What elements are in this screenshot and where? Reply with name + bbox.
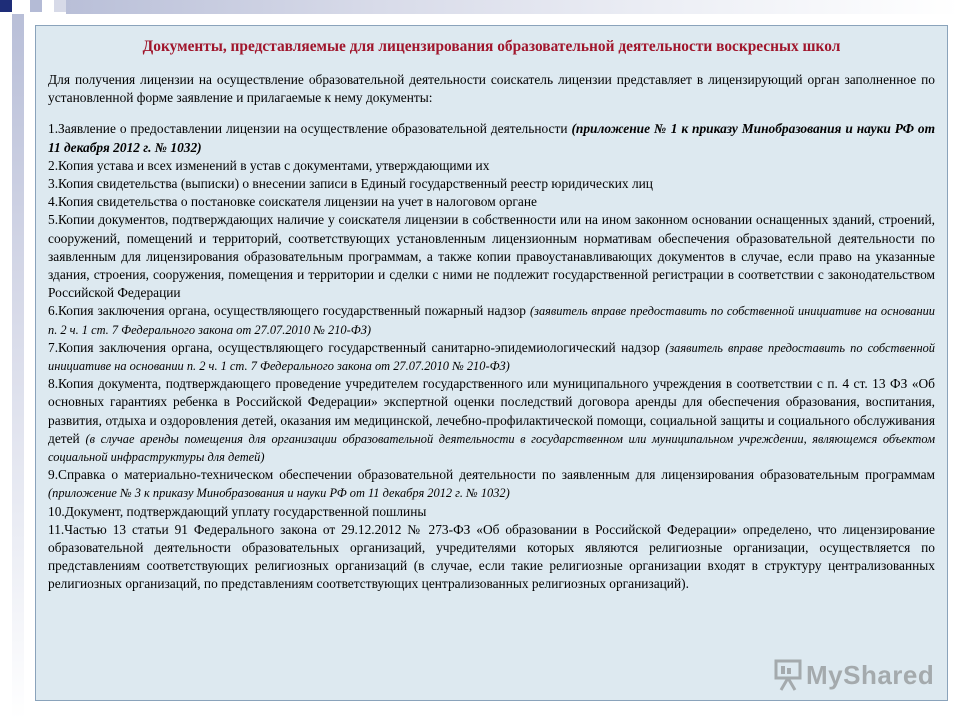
list-item-text: 10.Документ, подтверждающий уплату государственной пошлины xyxy=(48,503,427,519)
list-item-text: 11.Частью 13 статьи 91 Федерального закона от 29.12.2012 № 273-ФЗ «Об образовании в Российской Федерации» определено, что лицензирование образовательной деятельности образовательных организаций, учредителями которых являются религиозные организации, осуществляется по представлениям соответствующих религиозных организаций (в случае, если такие религиозные организации входят в структуру централизованных религиозных организаций, по представлениям соответствующих централизованных религиозных организаций). xyxy=(48,521,935,592)
list-item-note: (приложение № 3 к приказу Минобразования и науки РФ от 11 декабря 2012 г. № 1032) xyxy=(48,486,510,501)
left-gradient-band xyxy=(12,14,24,720)
presentation-board-icon xyxy=(772,658,806,692)
list-item-text: 7.Копия заключения органа, осуществляющего государственный санитарно-эпидемиологический надзор xyxy=(48,339,666,355)
list-item xyxy=(48,466,935,502)
intro-paragraph: Для получения лицензии на осуществление образовательной деятельности соискатель лицензии представляет в лицензирующий орган заполненное по установленной форме заявление и прилагаемые к нему документы: xyxy=(48,72,935,106)
list-item xyxy=(48,339,935,375)
corner-square-pale xyxy=(54,0,66,12)
slide-content-panel xyxy=(35,25,948,701)
list-item-text: 4.Копия свидетельства о постановке соискателя лицензии на учет в налоговом органе xyxy=(48,194,537,210)
slide-title: Документы, представляемые для лицензирования образовательной деятельности воскресных школ xyxy=(142,38,841,55)
list-item xyxy=(48,302,935,338)
list-item-text: 2.Копия устава и всех изменений в устав с документами, утверждающими их xyxy=(48,157,490,173)
list-item-text: 1.Заявление о предоставлении лицензии на осуществление образовательной деятельности xyxy=(48,121,572,137)
corner-square-light xyxy=(30,0,42,12)
list-item-note: (заявитель вправе предоставить по собственной инициативе на основании п. 2 ч. 1 ст. 7 Федерального закона от 27.07.2010 № 210-ФЗ) xyxy=(48,304,935,337)
list-item xyxy=(48,211,935,302)
watermark-text: MyShared xyxy=(806,659,935,690)
list-item-text: 6.Копия заключения органа, осуществляющего государственный пожарный надзор xyxy=(48,303,530,319)
list-item-text: 3.Копия свидетельства (выписки) о внесении записи в Единый государственный реестр юридических лиц xyxy=(48,176,653,192)
list-item xyxy=(48,503,935,521)
corner-square-dark xyxy=(0,0,12,12)
list-item xyxy=(48,193,935,211)
list-item xyxy=(48,375,935,466)
list-item-text: 5.Копии документов, подтверждающих наличие у соискателя лицензии в собственности или на ином законном основании оснащенных зданий, строений, сооружений, помещений и территорий, соответствующих установленным лицензионным нормативам обеспечения образовательной деятельности по заявленным для лицензирования образовательным программам, а также копии правоустанавливающих документов в случае, если право на указанные здания, строения, сооружения, помещения и территории и сделки с ними не подлежит государственной регистрации в соответствии с законодательством Российской Федерации xyxy=(48,212,935,301)
list-item xyxy=(48,175,935,193)
list-item xyxy=(48,521,935,594)
list-item-text: 8.Копия документа, подтверждающего проведение учредителем государственного или муниципального учреждения в соответствии с п. 4 ст. 13 ФЗ «Об основных гарантиях ребенка в Российской Федерации» экспертной оценки последствий договора аренды для обеспечения образования, воспитания, развития, отдыха и оздоровления детей, оказания им медицинской, лечебно-профилактической помощи, социальной защиты и социального обслуживания детей xyxy=(48,376,935,446)
list-item-note: (заявитель вправе предоставить по собственной инициативе на основании п. 2 ч. 1 ст. 7 Федерального закона от 27.07.2010 № 210-ФЗ) xyxy=(48,340,935,374)
document-list xyxy=(48,120,935,593)
list-item-note: (приложение № 1 к приказу Минобразования и науки РФ от 11 декабря 2012 г. № 1032) xyxy=(48,121,935,155)
corner-square-white xyxy=(12,0,24,12)
top-gradient-band xyxy=(66,0,960,14)
list-item-note: (в случае аренды помещения для организации образовательной деятельности в государственном или муниципальном учреждении, являющемся объектом социальной инфраструктуры для детей) xyxy=(48,431,935,465)
watermark-logo xyxy=(772,658,934,692)
list-item xyxy=(48,120,935,156)
list-item xyxy=(48,157,935,175)
list-item-text: 9.Справка о материально-техническом обеспечении образовательной деятельности по заявленным для лицензирования образовательным программам xyxy=(48,467,935,483)
